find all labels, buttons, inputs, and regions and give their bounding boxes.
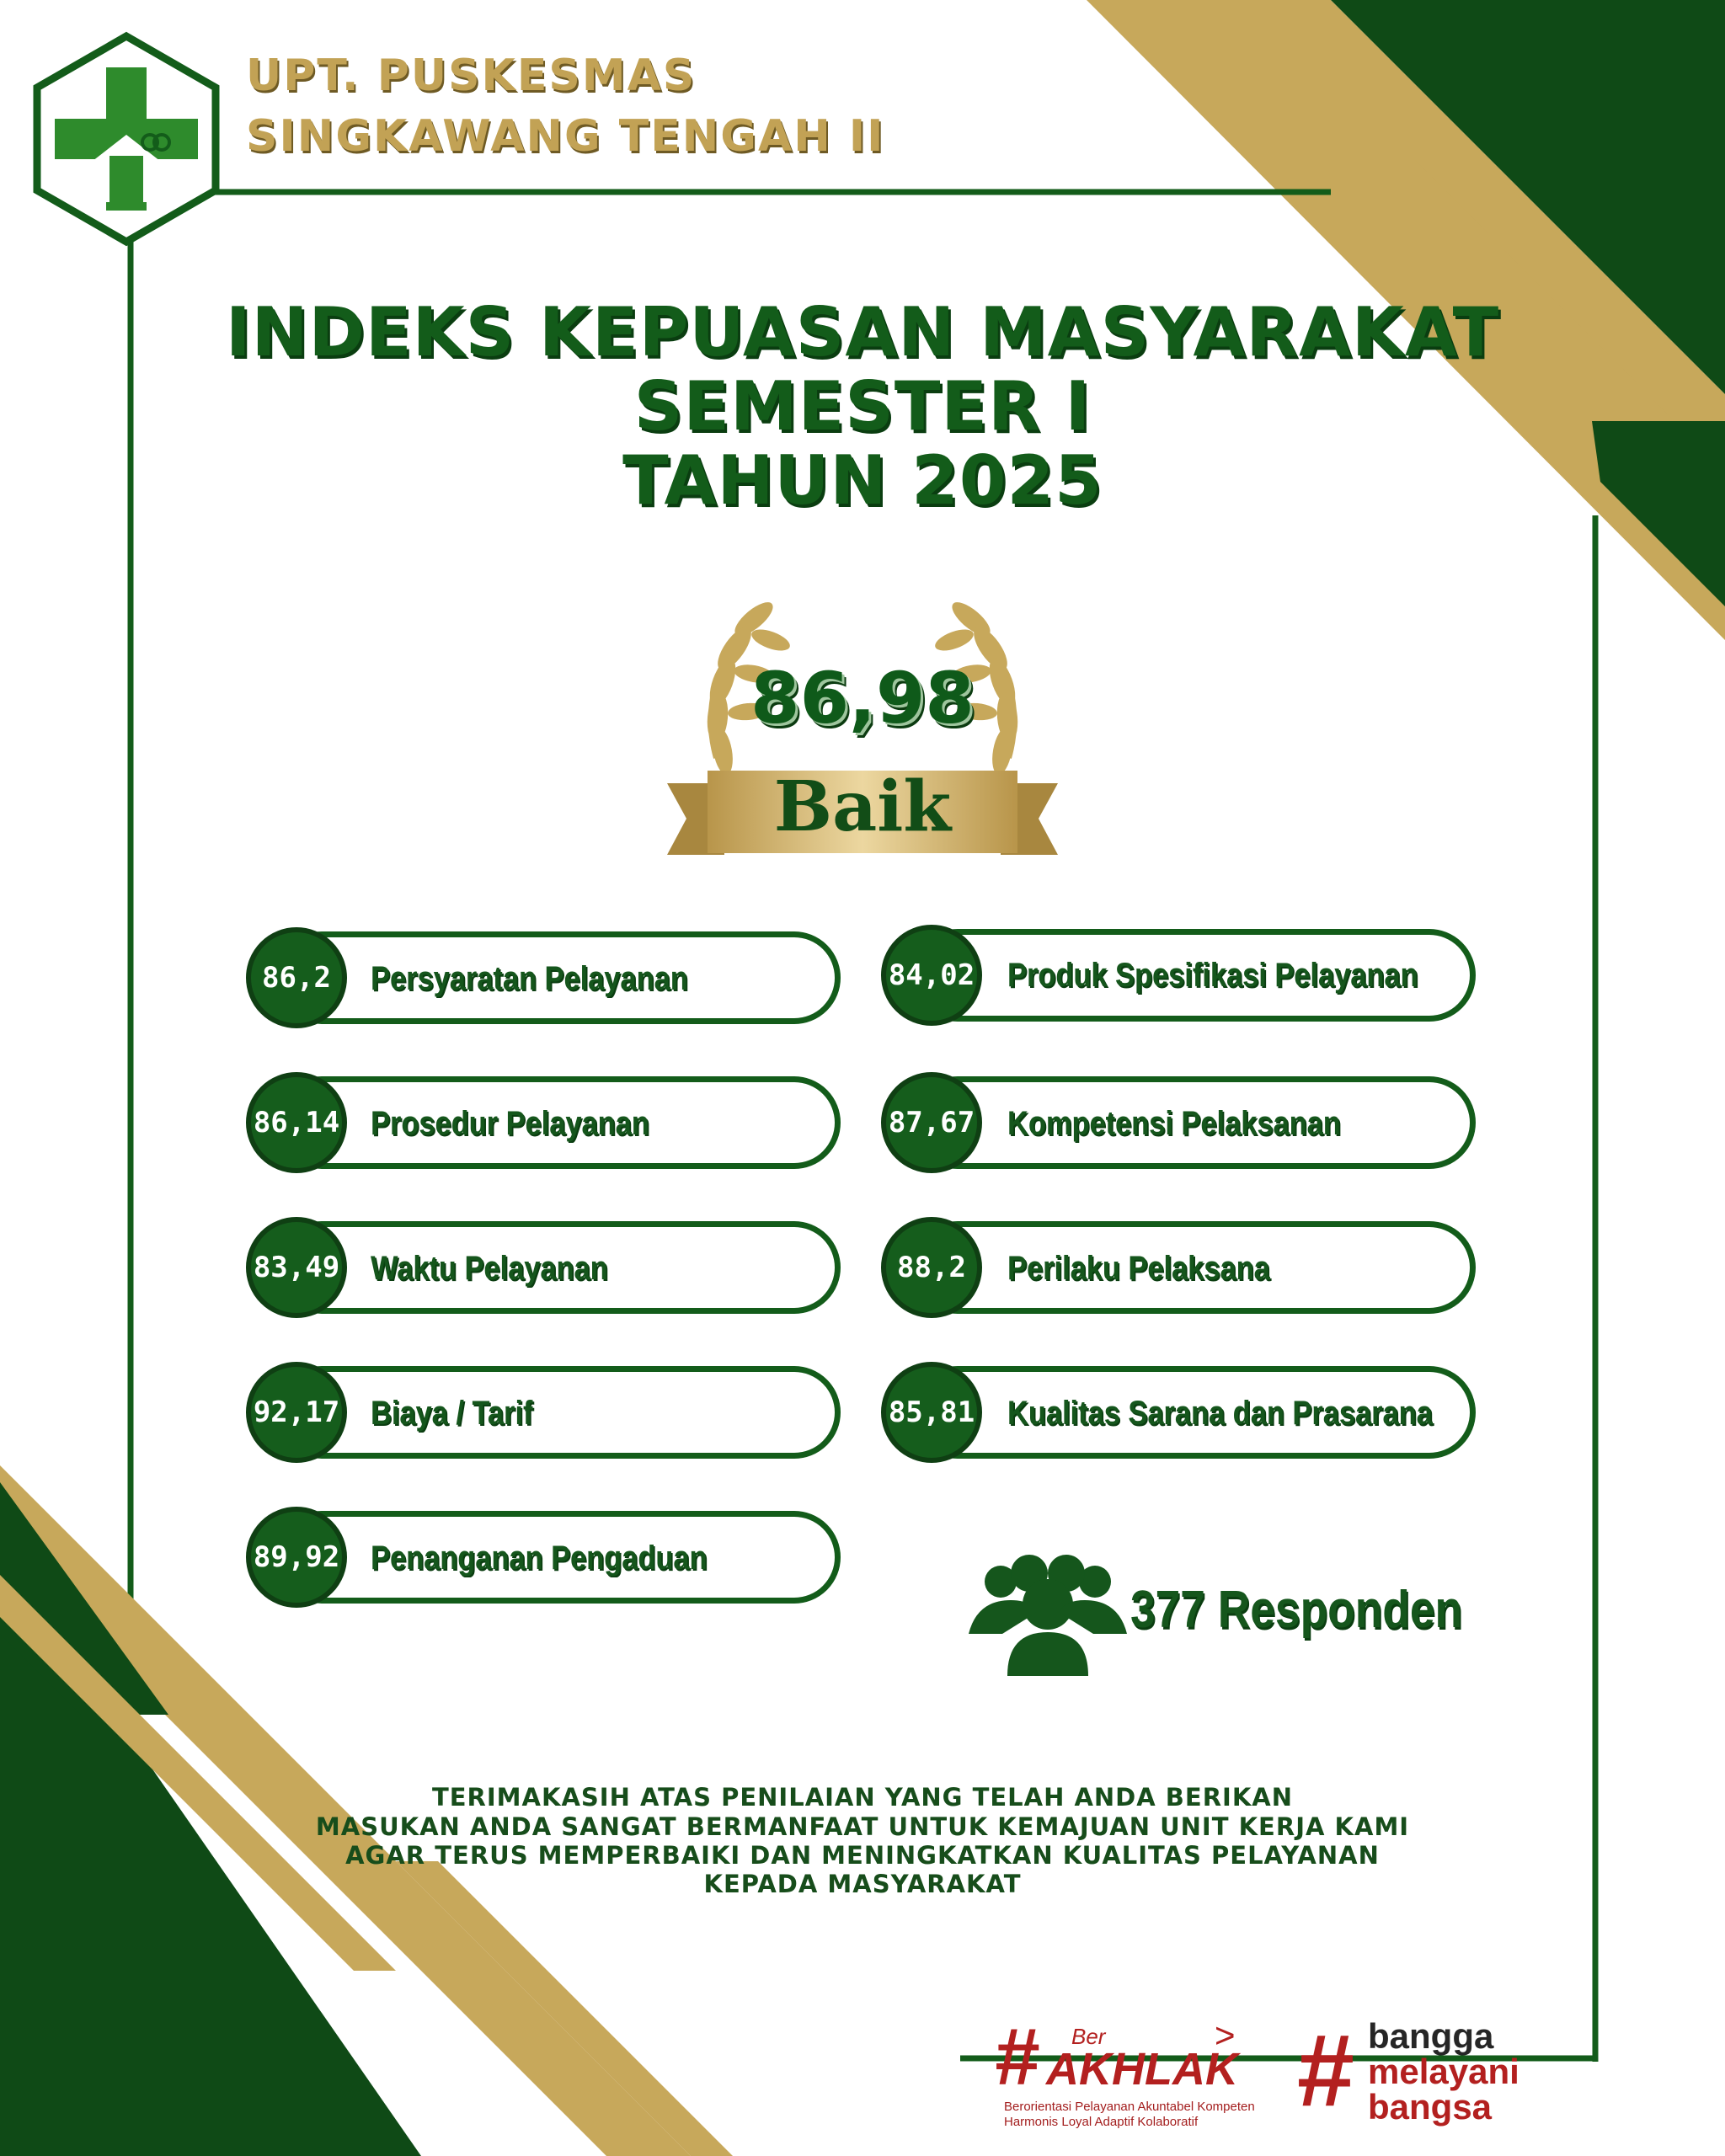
indicator-value-badge: 88,2 (881, 1217, 982, 1318)
people-group-icon (969, 1555, 1127, 1676)
page-title-line1: INDEKS KEPUASAN MASYARAKAT (225, 293, 1500, 371)
page-title-line3: TAHUN 2025 (622, 441, 1103, 520)
puskesmas-logo (37, 36, 216, 242)
bangga-line1: bangga (1368, 2016, 1494, 2056)
indicator-value-badge: 92,17 (246, 1362, 347, 1463)
thanks-line2: MASUKAN ANDA SANGAT BERMANFAAT UNTUK KEMAJUAN UNIT KERJA KAMI (315, 1812, 1410, 1841)
indicator-pill (276, 1366, 841, 1459)
indicator-label: Penanganan Pengaduan (371, 1540, 708, 1577)
indicator-value-badge: 83,49 (246, 1217, 347, 1318)
indicator-label: Kompetensi Pelaksanan (1007, 1105, 1341, 1142)
respondent-count: 377 Responden (1130, 1581, 1463, 1639)
indicator-value-badge: 86,14 (246, 1072, 347, 1173)
bangga-line3: bangsa (1368, 2087, 1493, 2127)
indicator-value-badge: 85,81 (881, 1362, 982, 1463)
akhlak-word: AKHLAK (1046, 2044, 1238, 2095)
bangga-melayani-bangsa-logo (1297, 2013, 1533, 2135)
indicator-label: Prosedur Pelayanan (371, 1105, 649, 1142)
overall-score: 86,98 (750, 657, 975, 739)
grade-label: Baik (773, 766, 952, 847)
thanks-line1: TERIMAKASIH ATAS PENILAIAN YANG TELAH ANDA BERIKAN (431, 1783, 1294, 1812)
bangga-hash: # (1297, 2013, 1354, 2127)
indicator-value-badge: 87,67 (881, 1072, 982, 1173)
akhlak-chevron-icon: > (1215, 2015, 1236, 2055)
thanks-line4: KEPADA MASYARAKAT (703, 1870, 1022, 1898)
indicator-label: Biaya / Tarif (371, 1395, 533, 1432)
page-title-line2: SEMESTER I (633, 367, 1092, 446)
akhlak-subtitle-line2: Harmonis Loyal Adaptif Kolaboratif (1004, 2115, 1199, 2129)
thanks-line3: AGAR TERUS MEMPERBAIKI DAN MENINGKATKAN KUALITAS PELAYANAN (345, 1841, 1380, 1870)
indicator-label: Perilaku Pelaksana (1007, 1250, 1270, 1287)
indicator-label: Persyaratan Pelayanan (371, 960, 688, 997)
indicator-label: Waktu Pelayanan (371, 1250, 608, 1287)
indicator-label: Produk Spesifikasi Pelayanan (1007, 957, 1418, 994)
akhlak-hash: # (994, 2012, 1039, 2102)
indicator-value-badge: 86,2 (246, 927, 347, 1028)
indicator-value-badge: 89,92 (246, 1507, 347, 1608)
akhlak-subtitle-line1: Berorientasi Pelayanan Akuntabel Kompeten (1004, 2100, 1255, 2114)
akhlak-ber: Ber (1071, 2024, 1106, 2049)
bangga-line2: melayani (1368, 2052, 1519, 2091)
indicator-value-badge: 84,02 (881, 925, 982, 1026)
indicator-label: Kualitas Sarana dan Prasarana (1007, 1395, 1433, 1432)
org-name-line1: UPT. PUSKESMAS (246, 51, 697, 101)
org-name-line2: SINGKAWANG TENGAH II (246, 111, 885, 162)
akhlak-logo (994, 2012, 1255, 2135)
